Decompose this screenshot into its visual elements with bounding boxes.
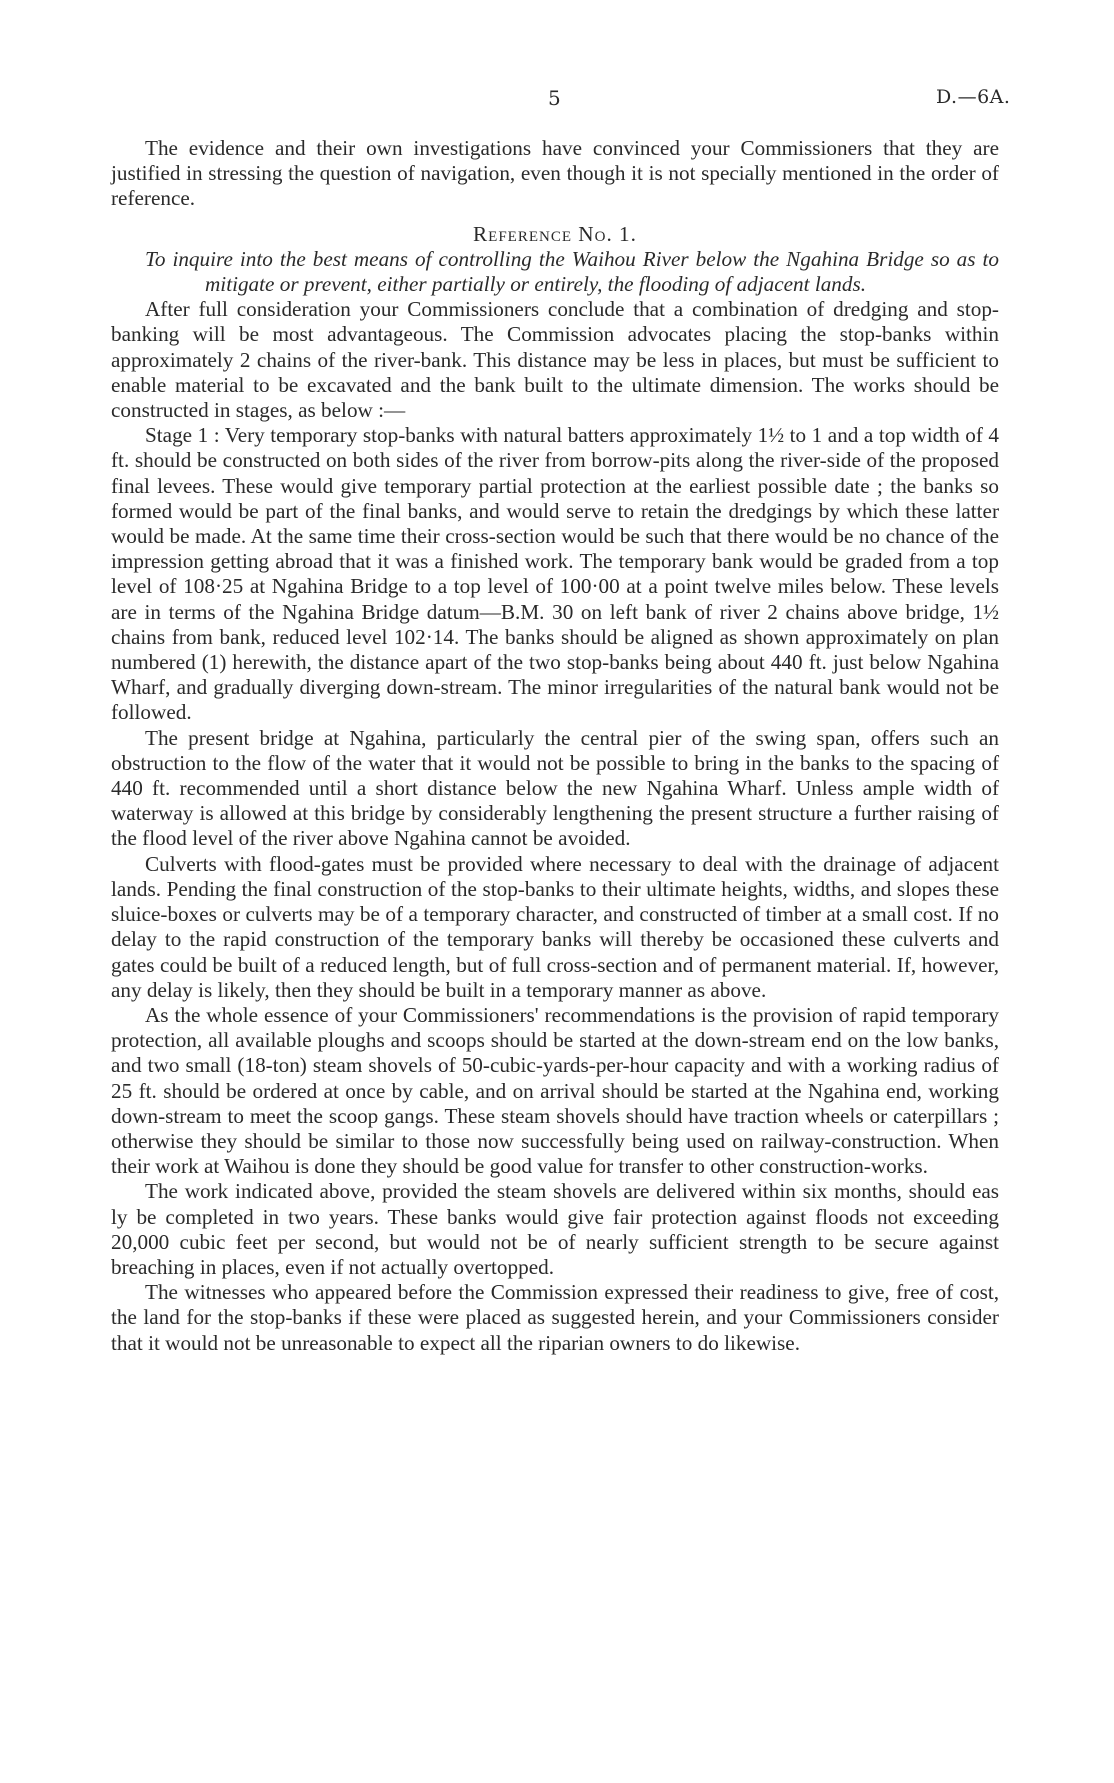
reference-text: To inquire into the best means of controlling the Waihou River below the Ngahina Bridge so as to mitigate or prevent, either partially or entirely, the flooding of adjacent lands. [145,246,999,297]
intro-paragraph: The evidence and their own investigations have convinced your Commissioners that they are justified in stressing the question of navigation, even though it is not specially mentioned in the order of reference. [111,136,999,211]
paragraph-completion: The work indicated above, provided the steam shovels are delivered within six months, should eas ly be completed in two years. These banks would give fair protection against floods not exceeding 20,000 cubic feet per second, but would not be of nearly sufficient strength to be secure against breaching in places, even if not actually overtopped. [111,1179,999,1279]
paragraph-witnesses: The witnesses who appeared before the Commission expressed their readiness to give, free of cost, the land for the stop-banks if these were placed as suggested herein, and your Commissioners consider that it would not be unreasonable to expect all the riparian owners to do likewise. [111,1280,999,1355]
paragraph-culverts: Culverts with flood-gates must be provided where necessary to deal with the drainage of adjacent lands. Pending the final construction of the stop-banks to their ultimate heights, widths, and slopes these sluice-boxes or culverts may be of a temporary character, and constructed of timber at a small cost. If no delay to the rapid construction of the temporary banks will thereby be occasioned these culverts and gates could be built of a reduced length, but of full cross-section and of permanent material. If, however, any delay is likely, then they should be built in a temporary manner as above. [111,851,999,1002]
paragraph-stage-1: Stage 1 : Very temporary stop-banks with natural batters approximately 1½ to 1 and a top width of 4 ft. should be constructed on both sides of the river from borrow-pits along the river-side of the proposed final levees. These would give temporary partial protection at the earliest possible date ; the banks so formed would be part of the final banks, and would serve to retain the dredgings by which these latter would be made. At the same time their cross-section would be such that there would be no chance of the impression getting abroad that it was a finished work. The temporary bank would be graded from a top level of 108·25 at Ngahina Bridge to a top level of 100·00 at a point twelve miles below. These levels are in terms of the Ngahina Bridge datum—B.M. 30 on left bank of river 2 chains above bridge, 1½ chains from bank, reduced level 102·14. The banks should be aligned as shown approximately on plan numbered (1) herewith, the distance apart of the two stop-banks being about 440 ft. just below Ngahina Wharf, and gradually diverging down-stream. The minor irregularities of the natural bank would not be followed. [111,423,999,725]
paragraph-steam-shovels: As the whole essence of your Commissioners' recommendations is the provision of rapid temporary protection, all available ploughs and scoops should be started at the down-stream end on the low banks, and two small (18-ton) steam shovels of 50-cubic-yards-per-hour capacity and with a working radius of 25 ft. should be ordered at once by cable, and on arrival should be started at the Ngahina end, working down-stream to meet the scoop gangs. These steam shovels should have traction wheels or caterpillars ; otherwise they should be similar to those now successfully being used on railway-construction. When their work at Waihou is done they should be good value for transfer to other construction-works. [111,1002,999,1179]
paragraph-bridge: The present bridge at Ngahina, particularly the central pier of the swing span, offers such an obstruction to the flow of the water that it would not be possible to bring in the banks to the spacing of 440 ft. recommended until a short distance below the new Ngahina Wharf. Unless ample width of waterway is allowed at this bridge by considerably lengthening the present structure a further raising of the flood level of the river above Ngahina cannot be avoided. [111,725,999,851]
body-text [111,136,999,1356]
document-id: D.—6A. [936,86,1011,108]
paragraph-conclusion: After full consideration your Commissioners conclude that a combination of dredging and stop-banking will be most advantageous. The Commission advocates placing the stop-banks within approximately 2 chains of the river-bank. This distance may be less in places, but must be sufficient to enable material to be excavated and the bank built to the ultimate dimension. The works should be constructed in stages, as below :— [111,297,999,423]
page-number: 5 [548,86,561,110]
reference-block [111,247,999,297]
reference-heading: Reference No. 1. [473,221,637,246]
